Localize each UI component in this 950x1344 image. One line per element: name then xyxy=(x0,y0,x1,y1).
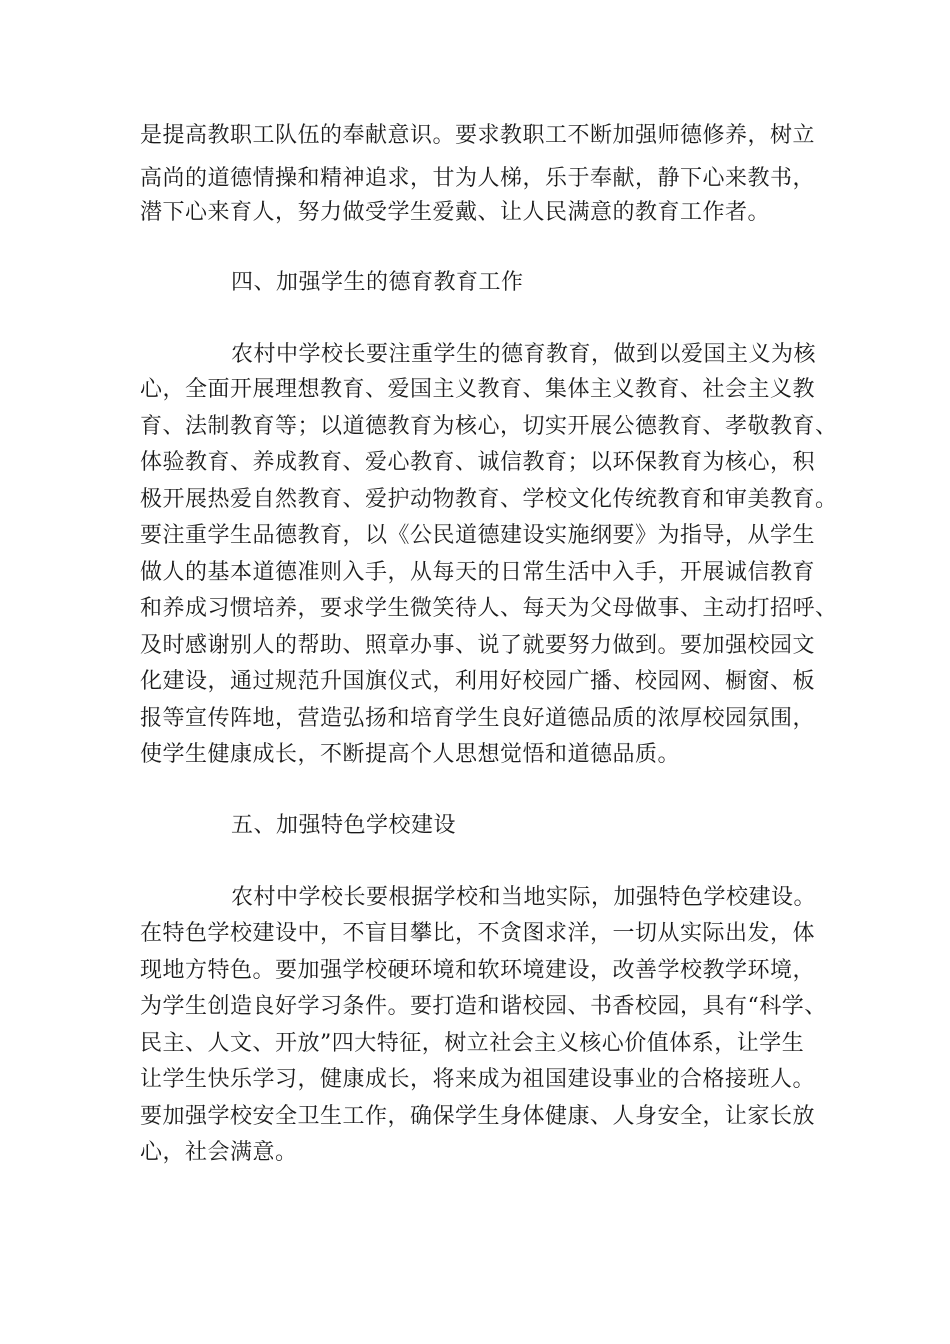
text-line: 农村中学校长要注重学生的德育教育，做到以爱国主义为核 xyxy=(231,342,817,367)
text-line: 在特色学校建设中，不盲目攀比，不贪图求洋，一切从实际出发，体 xyxy=(140,921,816,946)
text-line: 让学生快乐学习，健康成长，将来成为祖国建设事业的合格接班人。 xyxy=(140,1067,816,1092)
text-line: 为学生创造良好学习条件。要打造和谐校园、书香校园，具有“科学、 xyxy=(140,994,827,1019)
text-line: 报等宣传阵地，营造弘扬和培育学生良好道德品质的浓厚校园氛围， xyxy=(140,706,816,731)
text-line: 高尚的道德情操和精神追求，甘为人梯，乐于奉献，静下心来教书， xyxy=(140,166,816,191)
section-heading: 四、加强学生的德育教育工作 xyxy=(231,270,524,295)
text-line: 心，全面开展理想教育、爱国主义教育、集体主义教育、社会主义教 xyxy=(140,377,816,402)
text-line: 使学生健康成长，不断提高个人思想觉悟和道德品质。 xyxy=(140,742,681,767)
text-line: 现地方特色。要加强学校硬环境和软环境建设，改善学校教学环境， xyxy=(140,958,816,983)
text-line: 做人的基本道德准则入手，从每天的日常生活中入手，开展诚信教育 xyxy=(140,560,816,585)
text-line: 体验教育、养成教育、爱心教育、诚信教育；以环保教育为核心，积 xyxy=(140,450,816,475)
section-heading: 五、加强特色学校建设 xyxy=(231,813,457,838)
text-line: 民主、人文、开放”四大特征，树立社会主义核心价值体系，让学生 xyxy=(140,1031,805,1056)
text-line: 育、法制教育等；以道德教育为核心，切实开展公德教育、孝敬教育、 xyxy=(140,414,838,439)
text-line: 心，社会满意。 xyxy=(140,1140,298,1165)
text-line: 要注重学生品德教育，以《公民道德建设实施纲要》为指导，从学生 xyxy=(140,523,816,548)
text-line: 和养成习惯培养，要求学生微笑待人、每天为父母做事、主动打招呼、 xyxy=(140,596,838,621)
text-line: 及时感谢别人的帮助、照章办事、说了就要努力做到。要加强校园文 xyxy=(140,633,816,658)
text-line: 潜下心来育人，努力做受学生爱戴、让人民满意的教育工作者。 xyxy=(140,200,771,225)
text-line: 化建设，通过规范升国旗仪式，利用好校园广播、校园网、橱窗、板 xyxy=(140,669,816,694)
text-line: 农村中学校长要根据学校和当地实际，加强特色学校建设。 xyxy=(231,885,817,910)
text-line: 极开展热爱自然教育、爱护动物教育、学校文化传统教育和审美教育。 xyxy=(140,487,838,512)
text-line: 是提高教职工队伍的奉献意识。要求教职工不断加强师德修养，树立 xyxy=(140,123,816,148)
text-line: 要加强学校安全卫生工作，确保学生身体健康、人身安全，让家长放 xyxy=(140,1104,816,1129)
